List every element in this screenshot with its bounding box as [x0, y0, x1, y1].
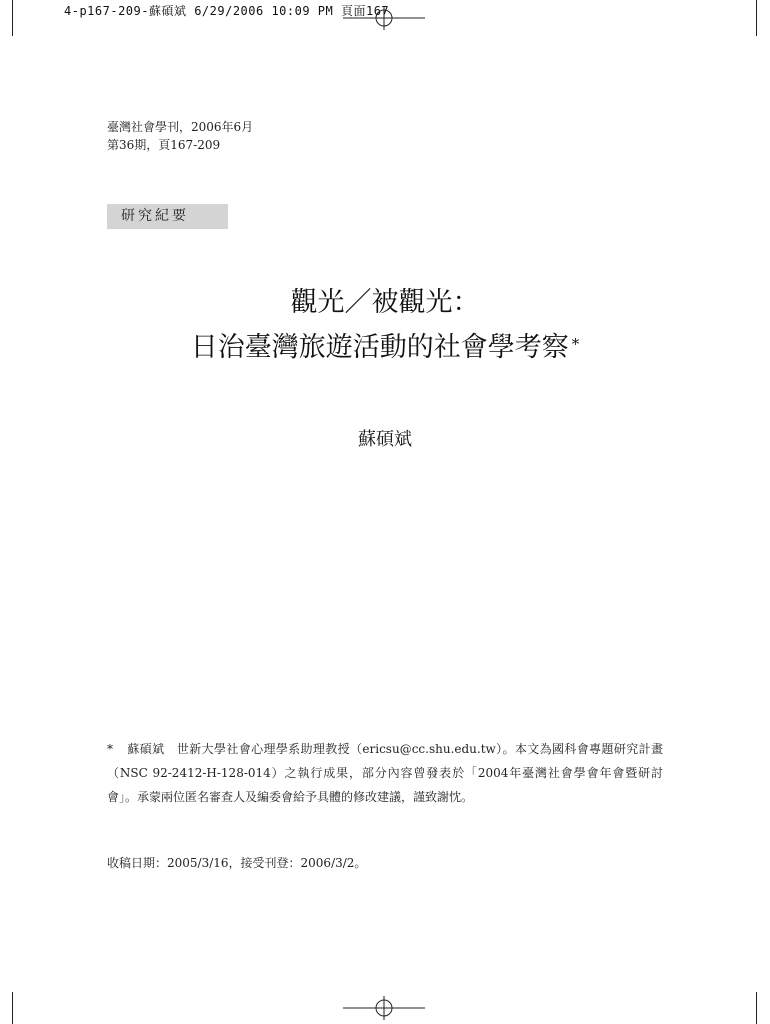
journal-info — [107, 118, 253, 154]
author-name: 蘇碩斌 — [358, 429, 412, 450]
author-footnote — [107, 737, 663, 809]
received-accepted-dates: 收稿日期：2005/3/16，接受刊登：2006/3/2。 — [107, 856, 367, 870]
paper-title-line-1: 觀光／被觀光： — [290, 287, 480, 318]
crop-mark-top-left — [12, 0, 13, 36]
paper-title-line-2 — [0, 328, 770, 368]
section-label: 研究紀要 — [107, 204, 228, 229]
crop-mark-top-right — [756, 0, 757, 36]
footnote-marker: * — [107, 742, 113, 756]
footnote-text: 蘇碩斌 世新大學社會心理學系助理教授（ericsu@cc.shu.edu.tw）。本文為國科會專題研究計畫（NSC 92-2412-H-128-014）之執行成果，部分內容曾發表於「2004年臺灣社會學會年會暨研討會」。承蒙兩位匿名審查人及編委會給予具體的修改建議，謹致謝忱。 — [107, 742, 663, 804]
journal-issue-date: 臺灣社會學刊，2006年6月 — [107, 120, 254, 134]
title-footnote-marker: * — [571, 335, 580, 353]
crop-mark-bottom-left — [12, 992, 13, 1024]
journal-volume-pages: 第36期，頁167-209 — [107, 138, 221, 152]
crop-mark-bottom-right — [756, 992, 757, 1024]
paper-title-line-2-text: 日治臺灣旅遊活動的社會學考察 — [190, 332, 569, 363]
registration-mark-top — [343, 6, 425, 30]
print-slug: 4-p167-209-蘇碩斌 6/29/2006 10:09 PM 頁面167 — [64, 4, 390, 18]
registration-mark-bottom — [343, 996, 425, 1020]
